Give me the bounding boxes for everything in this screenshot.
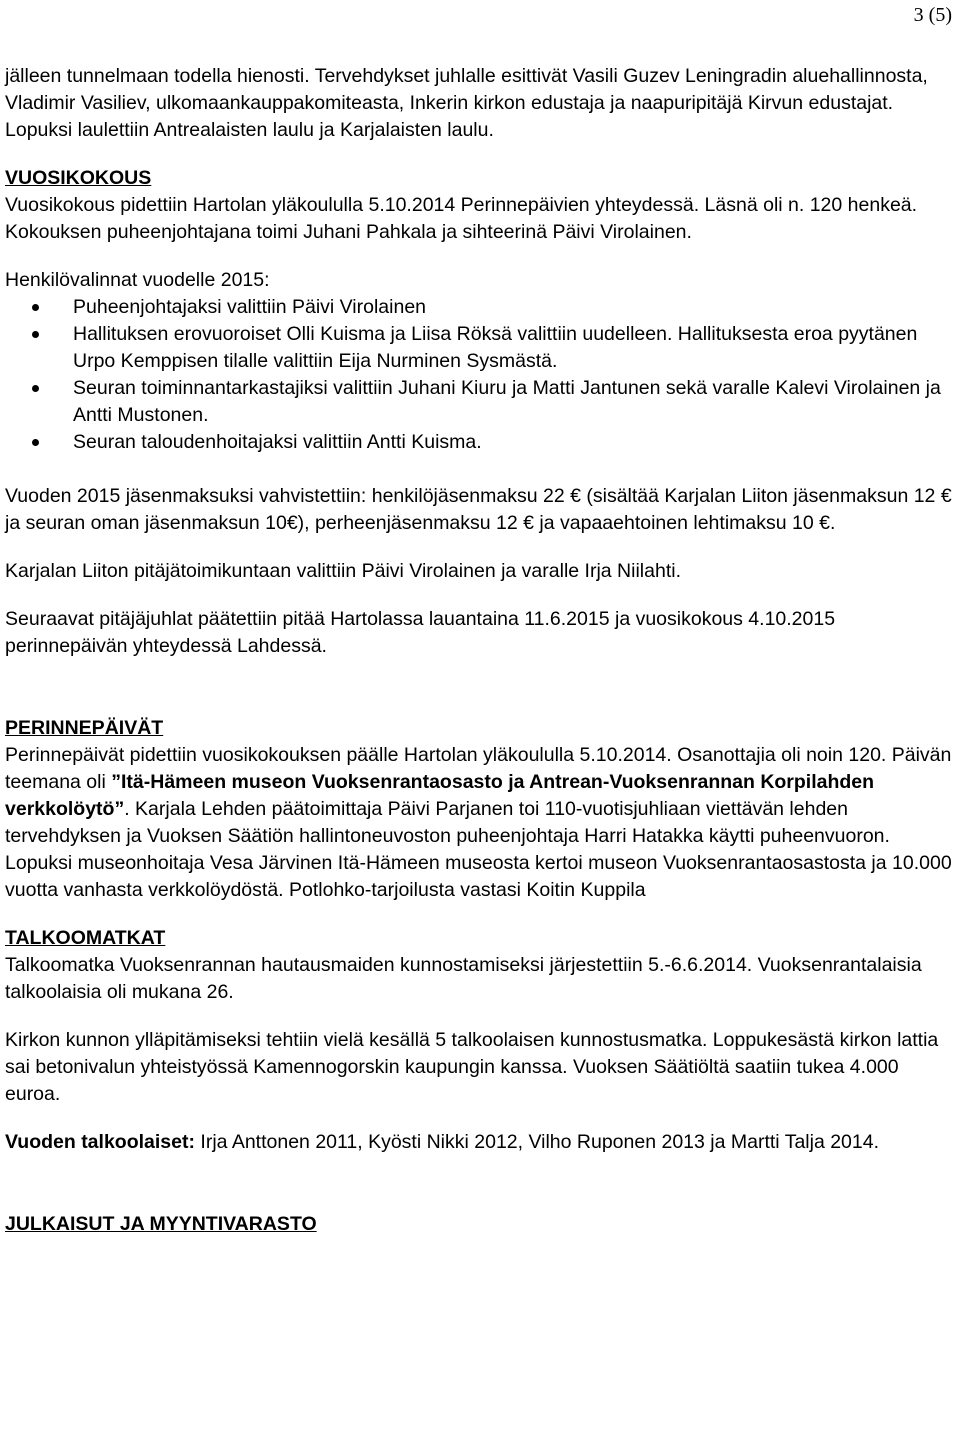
list-item: Puheenjohtajaksi valittiin Päivi Virolainen <box>5 294 955 321</box>
talkoomatkat-paragraph-2: Kirkon kunnon ylläpitämiseksi tehtiin vielä kesällä 5 talkoolaisen kunnostusmatka. Loppukesästä kirkon lattia sai betonivalun yhteistyössä Kamennogorskin kaupungin kanssa. Vuoksen Säätiöltä saatiin tukea 4.000 euroa. <box>5 1029 939 1105</box>
document-body <box>5 63 955 1238</box>
vuosikokous-paragraph: Vuosikokous pidettiin Hartolan yläkoululla 5.10.2014 Perinnepäivien yhteydessä. Läsnä oli n. 120 henkeä. Kokouksen puheenjohtajana toimi Juhani Pahkala ja sihteerinä Päivi Virolainen. <box>5 194 918 243</box>
next-meeting-paragraph: Seuraavat pitäjäjuhlat päätettiin pitää Hartolassa lauantaina 11.6.2015 ja vuosikokous 4.10.2015 perinnepäivän yhteydessä Lahdessä. <box>5 608 836 657</box>
committee-paragraph: Karjalan Liiton pitäjätoimikuntaan valittiin Päivi Virolainen ja varalle Irja Niilahti. <box>5 560 681 582</box>
fees-paragraph: Vuoden 2015 jäsenmaksuksi vahvistettiin: henkilöjäsenmaksu 22 € (sisältää Karjalan Liiton jäsenmaksun 12 € ja seuran oman jäsenmaksun 10€), perheenjäsenmaksu 12 € ja vapaaehtoinen lehtimaksu 10 €. <box>5 485 952 534</box>
perinnepaivat-theme: ”Itä-Hämeen museon Vuoksenrantaosasto ja Antrean-Vuoksenrannan Korpilahden verkkolöytö” <box>5 771 875 820</box>
julkaisut-heading: JULKAISUT JA MYYNTIVARASTO <box>5 1213 317 1235</box>
perinnepaivat-text-before: Perinnepäivät pidettiin vuosikokouksen päälle Hartolan yläkoululla 5.10.2014. Osanottajia oli noin 120. Päivän teemana oli <box>5 744 952 793</box>
volunteers-text: Irja Anttonen 2011, Kyösti Nikki 2012, Vilho Ruponen 2013 ja Martti Talja 2014. <box>194 1131 880 1153</box>
vuosikokous-heading: VUOSIKOKOUS <box>5 167 152 189</box>
intro-paragraph: jälleen tunnelmaan todella hienosti. Tervehdykset juhlalle esittivät Vasili Guzev Leningradin aluehallinnosta, Vladimir Vasiliev, ulkomaankauppakomiteasta, Inkerin kirkon edustaja ja naapuripitäjä Kirvun edustajat. Lopuksi laulettiin Antrealaisten laulu ja Karjalaisten laulu. <box>5 65 928 141</box>
selections-intro: Henkilövalinnat vuodelle 2015: <box>5 269 270 291</box>
talkoomatkat-heading: TALKOOMATKAT <box>5 927 166 949</box>
selections-list <box>5 294 955 456</box>
list-item: Hallituksen erovuoroiset Olli Kuisma ja Liisa Röksä valittiin uudelleen. Hallituksesta eroa pyytänen Urpo Kemppisen tilalle valittiin Eija Nurminen Sysmästä. <box>5 321 955 375</box>
list-item: Seuran taloudenhoitajaksi valittiin Antti Kuisma. <box>5 429 955 456</box>
perinnepaivat-heading: PERINNEPÄIVÄT <box>5 717 164 739</box>
list-item: Seuran toiminnantarkastajiksi valittiin Juhani Kiuru ja Matti Jantunen sekä varalle Kalevi Virolainen ja Antti Mustonen. <box>5 375 955 429</box>
page-number: 3 (5) <box>913 4 952 26</box>
perinnepaivat-paragraph <box>5 742 955 904</box>
perinnepaivat-text-after: . Karjala Lehden päätoimittaja Päivi Parjanen toi 110-vuotisjuhliaan viettävän lehden tervehdyksen ja Vuoksen Säätiön hallintoneuvoston puheenjohtaja Harri Hatakka käytti puheenvuoron. Lopuksi museonhoitaja Vesa Järvinen Itä-Hämeen museosta kertoi museon Vuoksenrantaosastosta ja 10.000 vuotta vanhasta verkkolöydöstä. Potlohko-tarjoilusta vastasi Koitin Kuppila <box>5 798 952 901</box>
volunteers-paragraph <box>5 1129 955 1156</box>
talkoomatkat-paragraph-1: Talkoomatka Vuoksenrannan hautausmaiden kunnostamiseksi järjestettiin 5.-6.6.2014. Vuoksenrantalaisia talkoolaisia oli mukana 26. <box>5 954 922 1003</box>
volunteers-label: Vuoden talkoolaiset: <box>5 1131 195 1153</box>
